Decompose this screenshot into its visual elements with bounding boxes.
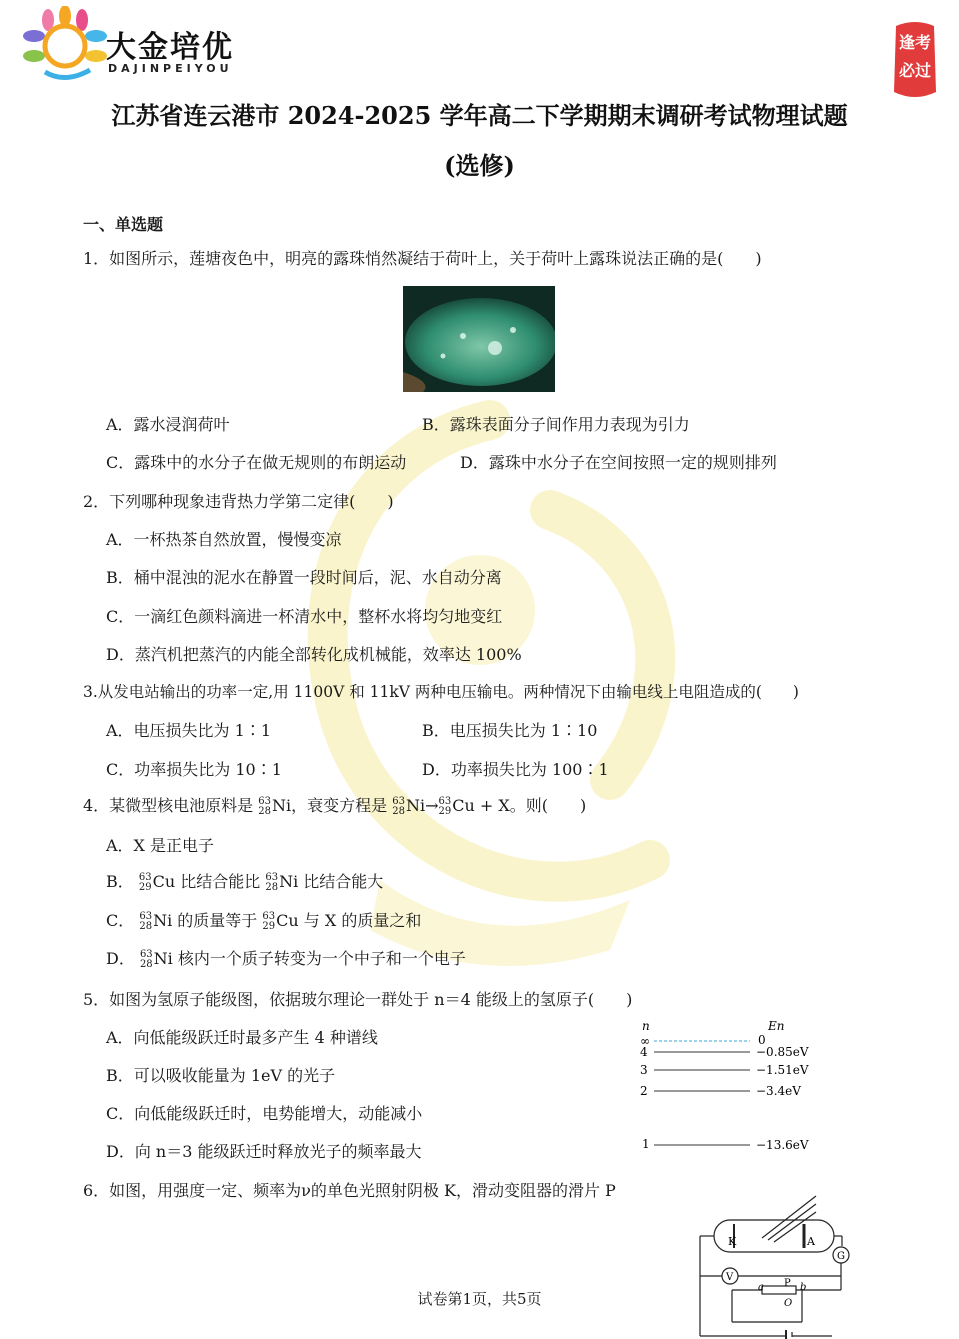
q1-stem: 1．如图所示，莲塘夜色中，明亮的露珠悄然凝结于荷叶上，关于荷叶上露珠说法正确的是( ) xyxy=(83,249,762,268)
level-n-2: 2 xyxy=(640,1084,648,1098)
q1-option-b: B．露珠表面分子间作用力表现为引力 xyxy=(422,415,690,434)
q3-option-d: D．功率损失比为 100∶1 xyxy=(422,760,609,779)
svg-text:逢考: 逢考 xyxy=(898,33,932,52)
svg-text:O: O xyxy=(784,1298,793,1309)
nuclide-cu-eq: 63 29 Cu xyxy=(438,795,475,817)
q5-option-c: C．向低能级跃迁时，电势能增大，动能减小 xyxy=(106,1104,423,1123)
svg-text:K: K xyxy=(728,1235,737,1248)
q4-option-a: A．X 是正电子 xyxy=(106,836,215,855)
level-n-inf: ∞ xyxy=(640,1034,650,1048)
q2-option-b: B．桶中混浊的泥水在静置一段时间后，泥、水自动分离 xyxy=(106,568,502,587)
q2-option-a: A．一杯热茶自然放置，慢慢变凉 xyxy=(106,530,342,549)
brand-name: 大金培优 xyxy=(106,30,234,65)
svg-text:a: a xyxy=(758,1282,764,1293)
q1-option-d: D．露珠中水分子在空间按照一定的规则排列 xyxy=(460,453,777,472)
q3-option-a: A．电压损失比为 1∶1 xyxy=(106,721,272,740)
svg-text:P: P xyxy=(784,1278,791,1289)
level-e-4: −0.85eV xyxy=(756,1045,809,1059)
q5-option-b: B．可以吸收能量为 1eV 的光子 xyxy=(106,1066,336,1085)
level-e-2: −3.4eV xyxy=(756,1084,801,1098)
page-title: 江苏省连云港市 2024-2025 学年高二下学期期末调研考试物理试题 xyxy=(111,101,848,130)
svg-text:b: b xyxy=(800,1282,807,1293)
q2-option-c: C．一滴红色颜料滴进一杯清水中，整杯水将均匀地变红 xyxy=(106,607,503,626)
flower-icon xyxy=(23,6,107,78)
q1-option-a: A．露水浸润荷叶 xyxy=(106,415,230,434)
level-e-inf: 0 xyxy=(758,1033,766,1047)
section-heading: 一、单选题 xyxy=(83,215,164,234)
q3-option-c: C．功率损失比为 10∶1 xyxy=(106,760,282,779)
level-n-3: 3 xyxy=(640,1063,648,1077)
level-e-3: −1.51eV xyxy=(756,1063,809,1077)
svg-text:必过: 必过 xyxy=(898,61,932,80)
q2-stem: 2．下列哪种现象违背热力学第二定律( ) xyxy=(83,492,394,511)
q4-stem: 4．某微型核电池原料是 63 28 Ni，衰变方程是 63 28 Ni→ 63 29 Cu + X。则( ) xyxy=(83,795,587,817)
q5-option-a: A．向低能级跃迁时最多产生 4 种谱线 xyxy=(106,1028,378,1047)
page-subtitle: (选修) xyxy=(444,151,515,180)
svg-text:A: A xyxy=(807,1235,815,1248)
q3-stem: 3.从发电站输出的功率一定,用 1100V 和 11kV 两种电压输电。两种情况下由输电线上电阻造成的( ) xyxy=(83,683,799,701)
level-n-4: 4 xyxy=(640,1045,648,1059)
q4-option-c: C． 63 28 Ni 的质量等于 63 29 Cu 与 X 的质量之和 xyxy=(106,910,422,932)
n-label: n xyxy=(642,1019,650,1033)
q1-option-c: C．露珠中的水分子在做无规则的布朗运动 xyxy=(106,453,407,472)
brand-name-en: DAJINPEIYOU xyxy=(108,62,233,75)
en-label: En xyxy=(768,1019,785,1033)
page-footer: 试卷第1页，共5页 xyxy=(417,1290,542,1308)
q6-stem: 6．如图，用强度一定、频率为ν的单色光照射阴极 K，滑动变阻器的滑片 P xyxy=(83,1181,616,1200)
stamp-seal xyxy=(890,18,940,100)
level-n-1: 1 xyxy=(642,1137,650,1151)
photoelectric-circuit-diagram xyxy=(692,1190,857,1339)
q5-option-d: D．向 n＝3 能级跃迁时释放光子的频率最大 xyxy=(106,1142,422,1161)
energy-level-diagram xyxy=(636,1018,811,1158)
level-e-1: −13.6eV xyxy=(756,1138,809,1152)
nuclide-ni: 63 28 Ni xyxy=(258,795,292,817)
nuclide-ni-eq: 63 28 Ni xyxy=(392,795,426,817)
svg-text:V: V xyxy=(726,1272,734,1283)
lotus-leaf-photo xyxy=(403,286,555,392)
q5-stem: 5．如图为氢原子能级图，依据玻尔理论一群处于 n＝4 能级上的氢原子( ) xyxy=(83,990,633,1009)
q3-option-b: B．电压损失比为 1∶10 xyxy=(422,721,598,740)
svg-text:G: G xyxy=(837,1251,845,1262)
q4-option-b: B． 63 29 Cu 比结合能比 63 28 Ni 比结合能大 xyxy=(106,871,384,893)
q2-option-d: D．蒸汽机把蒸汽的内能全部转化成机械能，效率达 100% xyxy=(106,645,522,664)
q4-option-d: D． 63 28 Ni 核内一个质子转变为一个中子和一个电子 xyxy=(106,948,466,970)
